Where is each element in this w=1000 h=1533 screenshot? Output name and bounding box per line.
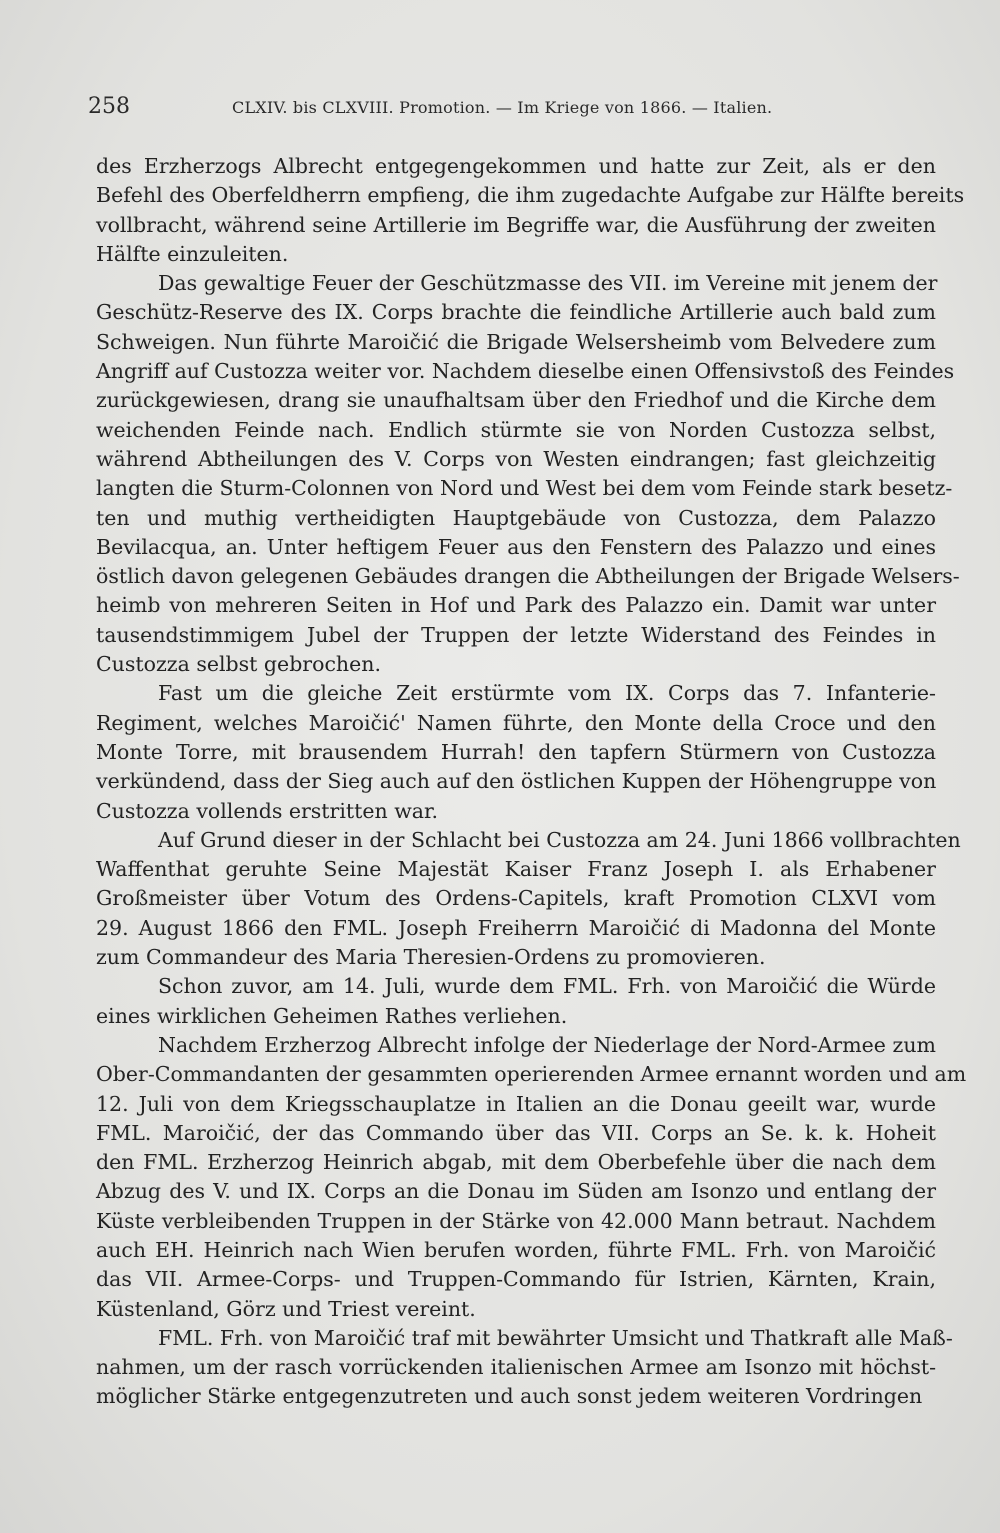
body-text [96, 152, 967, 1412]
text-line: Regiment, welches Maroičić' Namen führte, den Monte della Croce und den [96, 710, 936, 735]
text-line: Das gewaltige Feuer der Geschützmasse des VII. im Vereine mit jenem der [158, 271, 938, 296]
text-line: nahmen, um der rasch vorrückenden italienischen Armee am Isonzo mit höchst- [96, 1355, 936, 1380]
text-line: 29. August 1866 den FML. Joseph Freiherrn Maroičić di Madonna del Monte [96, 915, 936, 940]
text-line: Schon zuvor, am 14. Juli, wurde dem FML. Frh. von Maroičić die Würde [158, 974, 936, 999]
text-line: FML. Maroičić, der das Commando über das VII. Corps an Se. k. k. Hoheit [96, 1120, 936, 1145]
paragraph [96, 972, 936, 1031]
text-line: Küste verbleibenden Truppen in der Stärke von 42.000 Mann betraut. Nachdem [96, 1208, 936, 1233]
text-line: Bevilacqua, an. Unter heftigem Feuer aus den Fenstern des Palazzo und eines [96, 534, 936, 559]
text-line: das VII. Armee-Corps- und Truppen-Commando für Istrien, Kärnten, Krain, [96, 1267, 936, 1292]
text-line: verkündend, dass der Sieg auch auf den östlichen Kuppen der Höhengruppe von [96, 769, 937, 794]
text-line: 12. Juli von dem Kriegsschauplatze in Italien an die Donau geeilt war, wurde [96, 1091, 936, 1116]
text-line: den FML. Erzherzog Heinrich abgab, mit dem Oberbefehle über die nach dem [96, 1150, 936, 1175]
text-line: Custozza selbst gebrochen. [96, 652, 381, 677]
text-line: möglicher Stärke entgegenzutreten und auch sonst jedem weiteren Vordringen [96, 1384, 923, 1409]
text-line: Angriff auf Custozza weiter vor. Nachdem dieselbe einen Offensivstoß des Feindes [96, 359, 955, 384]
text-line: Ober-Commandanten der gesammten operierenden Armee ernannt worden und am [96, 1062, 967, 1087]
text-line: langten die Sturm-Colonnen von Nord und West bei dem vom Feinde stark besetz- [96, 476, 953, 501]
text-line: Schweigen. Nun führte Maroičić die Brigade Welsersheimb vom Belvedere zum [96, 329, 936, 354]
text-line: Küstenland, Görz und Triest vereint. [96, 1296, 476, 1321]
paragraph [96, 1031, 967, 1324]
text-line: Abzug des V. und IX. Corps an die Donau im Süden am Isonzo und entlang der [96, 1179, 936, 1204]
text-line: zurückgewiesen, drang sie unaufhaltsam über den Friedhof und die Kirche dem [96, 388, 936, 413]
page-header [0, 94, 1000, 124]
text-line: FML. Frh. von Maroičić traf mit bewährter Umsicht und Thatkraft alle Maß- [158, 1325, 953, 1350]
text-line: während Abtheilungen des V. Corps von Westen eindrangen; fast gleichzeitig [96, 446, 936, 471]
text-line: Hälfte einzuleiten. [96, 241, 289, 266]
text-line: Auf Grund dieser in der Schlacht bei Custozza am 24. Juni 1866 vollbrachten [158, 827, 961, 852]
text-line: eines wirklichen Geheimen Rathes verliehen. [96, 1003, 568, 1028]
paragraph [96, 826, 961, 972]
text-line: auch EH. Heinrich nach Wien berufen worden, führte FML. Frh. von Maroičić [96, 1237, 936, 1262]
paragraph [96, 269, 960, 679]
text-line: Geschütz-Reserve des IX. Corps brachte die feindliche Artillerie auch bald zum [96, 300, 936, 325]
text-line: Fast um die gleiche Zeit erstürmte vom IX. Corps das 7. Infanterie- [158, 681, 936, 706]
text-line: weichenden Feinde nach. Endlich stürmte sie von Norden Custozza selbst, [96, 417, 936, 442]
text-line: Nachdem Erzherzog Albrecht infolge der Niederlage der Nord-Armee zum [158, 1032, 936, 1057]
paragraph [96, 152, 965, 269]
text-line: tausendstimmigem Jubel der Truppen der letzte Widerstand des Feindes in [96, 622, 936, 647]
paragraph [96, 1324, 953, 1412]
text-line: vollbracht, während seine Artillerie im Begriffe war, die Ausführung der zweiten [96, 212, 936, 237]
running-head: CLXIV. bis CLXVIII. Promotion. — Im Kriege von 1866. — Italien. [232, 98, 773, 117]
paragraph [96, 679, 936, 825]
text-line: Großmeister über Votum des Ordens-Capitels, kraft Promotion CLXVI vom [96, 886, 936, 911]
text-line: Befehl des Oberfeldherrn empfieng, die ihm zugedachte Aufgabe zur Hälfte bereits [96, 183, 965, 208]
text-line: östlich davon gelegenen Gebäudes drangen die Abtheilungen der Brigade Welsers- [96, 564, 960, 589]
text-line: des Erzherzogs Albrecht entgegengekommen und hatte zur Zeit, als er den [96, 154, 936, 178]
text-line: zum Commandeur des Maria Theresien-Ordens zu promovieren. [96, 945, 766, 970]
text-line: heimb von mehreren Seiten in Hof und Park des Palazzo ein. Damit war unter [96, 593, 936, 618]
text-line: Monte Torre, mit brausendem Hurrah! den tapfern Stürmern von Custozza [96, 739, 936, 764]
text-line: Waffenthat geruhte Seine Majestät Kaiser Franz Joseph I. als Erhabener [96, 857, 936, 882]
text-line: ten und muthig vertheidigten Hauptgebäude von Custozza, dem Palazzo [96, 505, 936, 530]
text-line: Custozza vollends erstritten war. [96, 798, 439, 823]
page-number: 258 [88, 94, 130, 119]
